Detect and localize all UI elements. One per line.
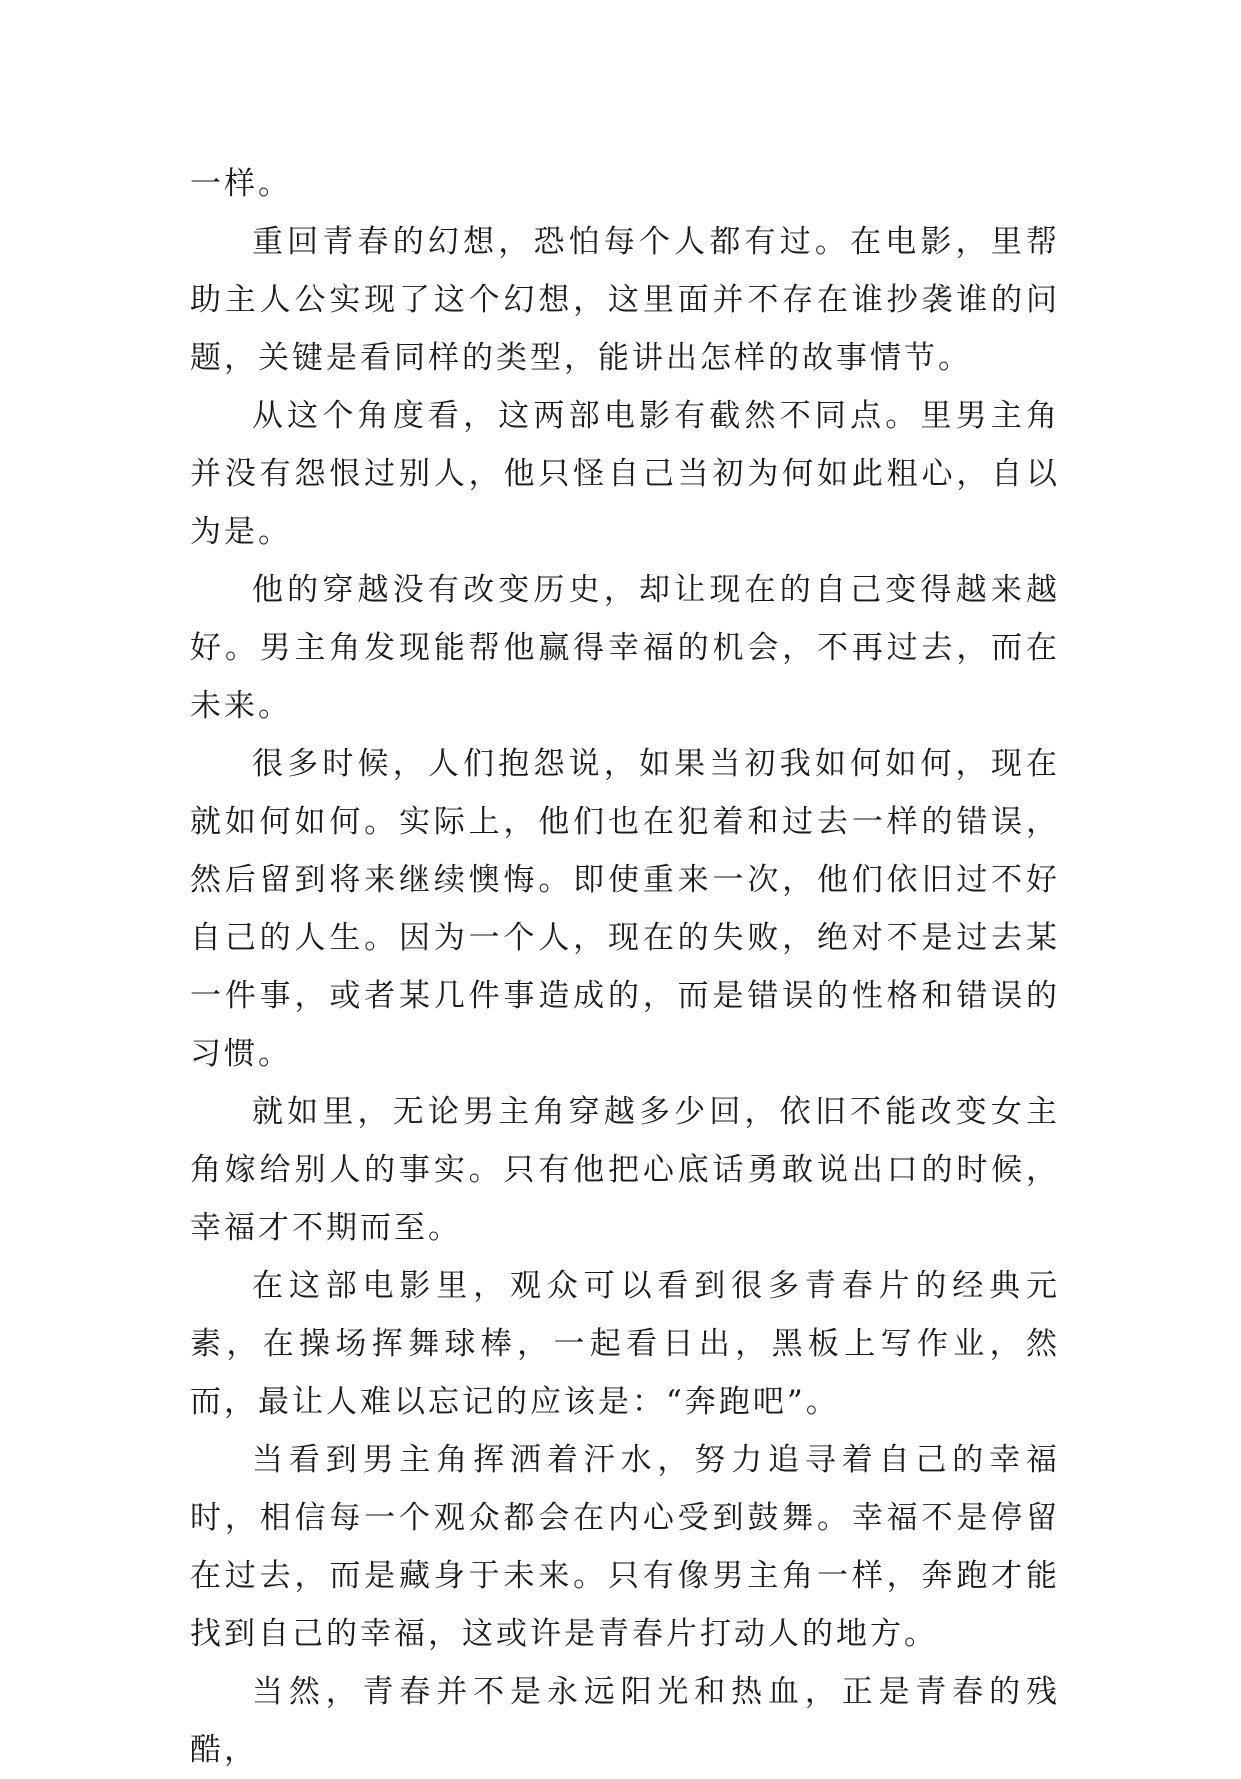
paragraph: 重回青春的幻想，恐怕每个人都有过。在电影，里帮助主人公实现了这个幻想，这里面并不存在谁抄袭谁的问题，关键是看同样的类型，能讲出怎样的故事情节。 (190, 224, 1060, 376)
paragraph: 在这部电影里，观众可以看到很多青春片的经典元素，在操场挥舞球棒，一起看日出，黑板上写作业，然而，最让人难以忘记的应该是：“奔跑吧”。 (190, 1268, 1060, 1420)
paragraph: 很多时候，人们抱怨说，如果当初我如何如何，现在就如何如何。实际上，他们也在犯着和过去一样的错误，然后留到将来继续懊悔。即使重来一次，他们依旧过不好自己的人生。因为一个人，现在的失败，绝对不是过去某一件事，或者某几件事造成的，而是错误的性格和错误的习惯。 (190, 746, 1060, 1072)
paragraph: 当然，青春并不是永远阳光和热血，正是青春的残酷， (190, 1674, 1060, 1768)
paragraph: 当看到男主角挥洒着汗水，努力追寻着自己的幸福时，相信每一个观众都会在内心受到鼓舞。幸福不是停留在过去，而是藏身于未来。只有像男主角一样，奔跑才能找到自己的幸福，这或许是青春片打动人的地方。 (190, 1442, 1060, 1652)
paragraph: 他的穿越没有改变历史，却让现在的自己变得越来越好。男主角发现能帮他赢得幸福的机会，不再过去，而在未来。 (190, 572, 1060, 724)
body-text (190, 155, 1060, 1779)
paragraph: 就如里，无论男主角穿越多少回，依旧不能改变女主角嫁给别人的事实。只有他把心底话勇敢说出口的时候，幸福才不期而至。 (190, 1094, 1060, 1246)
paragraph: 从这个角度看，这两部电影有截然不同点。里男主角并没有怨恨过别人，他只怪自己当初为何如此粗心，自以为是。 (190, 398, 1060, 550)
paragraph-continuation: 一样。 (190, 166, 292, 202)
